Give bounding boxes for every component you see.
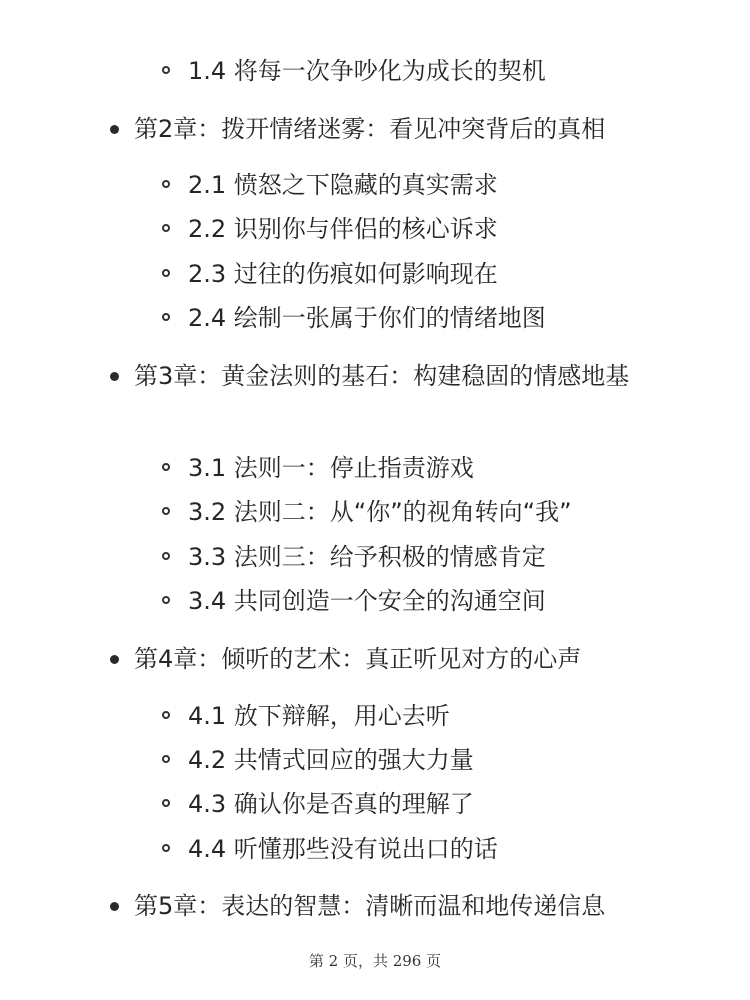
hollow-bullet-icon [162, 596, 170, 604]
solid-bullet-icon [110, 902, 119, 911]
toc-chapter-label: 第3章：黄金法则的基石：构建稳固的情感地基 [134, 362, 630, 390]
toc-entry-label: 4.1 放下辩解，用心去听 [188, 702, 450, 730]
toc-chapter-label: 第2章：拨开情绪迷雾：看见冲突背后的真相 [134, 115, 606, 143]
solid-bullet-icon [110, 655, 119, 664]
hollow-bullet-icon [162, 755, 170, 763]
toc-entry-label: 4.2 共情式回应的强大力量 [188, 746, 474, 774]
hollow-bullet-icon [162, 799, 170, 807]
toc-chapter-5 [134, 889, 605, 923]
toc-entry-4-3 [188, 787, 474, 821]
toc-entry-2-4 [188, 301, 546, 335]
toc-chapter-4 [134, 642, 581, 676]
solid-bullet-icon [110, 125, 119, 134]
toc-entry-label: 2.2 识别你与伴侣的核心诉求 [188, 215, 498, 243]
toc-entry-3-3 [188, 540, 546, 574]
hollow-bullet-icon [162, 66, 170, 74]
toc-entry-label: 4.3 确认你是否真的理解了 [188, 790, 474, 818]
hollow-bullet-icon [162, 711, 170, 719]
hollow-bullet-icon [162, 269, 170, 277]
hollow-bullet-icon [162, 313, 170, 321]
toc-entry-4-4 [188, 832, 498, 866]
hollow-bullet-icon [162, 552, 170, 560]
toc-entry-3-1 [188, 451, 474, 485]
toc-entry-label: 2.4 绘制一张属于你们的情绪地图 [188, 304, 546, 332]
toc-entry-label: 3.4 共同创造一个安全的沟通空间 [188, 587, 546, 615]
toc-chapter-label: 第4章：倾听的艺术：真正听见对方的心声 [134, 645, 582, 673]
page-number-footer: 第 2 页，共 296 页 [308, 952, 442, 970]
toc-entry-3-4 [188, 584, 546, 618]
toc-entry-label: 1.4 将每一次争吵化为成长的契机 [188, 57, 546, 85]
toc-chapter-label: 第5章：表达的智慧：清晰而温和地传递信息 [134, 892, 606, 920]
toc-entry-label: 3.3 法则三：给予积极的情感肯定 [188, 543, 546, 571]
toc-entry-label: 4.4 听懂那些没有说出口的话 [188, 835, 498, 863]
toc-entry-label: 3.2 法则二：从“你”的视角转向“我” [188, 498, 572, 526]
solid-bullet-icon [110, 372, 119, 381]
toc-entry-2-2 [188, 212, 498, 246]
hollow-bullet-icon [162, 844, 170, 852]
toc-entry-3-2 [188, 495, 572, 529]
hollow-bullet-icon [162, 507, 170, 515]
toc-entry-label: 2.1 愤怒之下隐藏的真实需求 [188, 171, 498, 199]
toc-entry-label: 2.3 过往的伤痕如何影响现在 [188, 260, 498, 288]
toc-entry-4-1 [188, 699, 450, 733]
toc-entry-label: 3.1 法则一：停止指责游戏 [188, 454, 474, 482]
toc-entry-1-4 [188, 54, 546, 88]
hollow-bullet-icon [162, 463, 170, 471]
toc-entry-2-1 [188, 168, 498, 202]
hollow-bullet-icon [162, 224, 170, 232]
toc-chapter-2 [134, 112, 605, 146]
toc-entry-2-3 [188, 257, 498, 291]
toc-chapter-3 [134, 359, 674, 393]
toc-entry-4-2 [188, 743, 474, 777]
hollow-bullet-icon [162, 180, 170, 188]
